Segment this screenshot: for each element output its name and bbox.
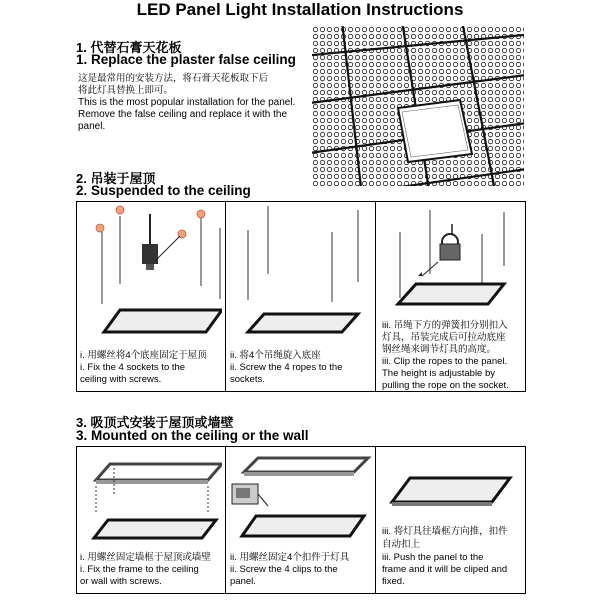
step3-1-en1: i. Fix the frame to the ceiling [80, 564, 199, 575]
section3-divider-2 [375, 446, 376, 594]
step2-1-en2: ceiling with screws. [80, 374, 162, 385]
step2-2-illustration [228, 204, 372, 344]
step3-3-en3: fixed. [382, 576, 405, 587]
step2-3-illustration [378, 204, 524, 316]
ceiling-grid-illustration [312, 26, 524, 186]
step2-3-cn2: 灯具，吊装完成后可拉动底座 [382, 332, 506, 343]
step2-3-cn3: 钢丝绳来调节灯具的高度。 [382, 344, 497, 355]
step3-3-cn2: 自动扣上 [382, 539, 421, 550]
step2-3-cn1: iii. 吊绳下方的弹簧扣分别扣入 [382, 320, 508, 331]
section1-desc-en-2: Remove the false ceiling and replace it with the [78, 109, 288, 120]
step2-3-en2: The height is adjustable by [382, 368, 496, 379]
section3-heading-cn: 3. 吸顶式安装于屋顶或墙壁 [76, 415, 234, 430]
step3-3-en1: iii. Push the panel to the [382, 552, 484, 563]
page-title: LED Panel Light Installation Instructions [136, 0, 464, 19]
section1-desc-en-3: panel. [78, 121, 106, 132]
section1-desc-en-1: This is the most popular installation for the panel. [78, 97, 296, 108]
section2-heading-en: 2. Suspended to the ceiling [76, 183, 251, 198]
section2-divider-2 [375, 201, 376, 392]
step2-2-en1: ii. Screw the 4 ropes to the [230, 362, 343, 373]
step3-3-illustration [380, 460, 522, 516]
step2-1-illustration [80, 204, 222, 344]
step3-2-en2: panel. [230, 576, 256, 587]
step2-3-en3: pulling the rope on the socket. [382, 380, 509, 391]
section2-divider-1 [225, 201, 226, 392]
step2-1-en1: i. Fix the 4 sockets to the [80, 362, 186, 373]
section1-desc-cn-1: 这是最常用的安装方法，将石膏天花板取下后 [78, 73, 269, 84]
step3-1-en2: or wall with screws. [80, 576, 162, 587]
step3-1-illustration [80, 450, 222, 546]
step3-3-cn1: iii. 将灯具往墙框方向推，扣件 [382, 526, 508, 537]
step3-2-en1: ii. Screw the 4 clips to the [230, 564, 338, 575]
section1-desc-cn-2: 将此灯具替换上即可。 [78, 85, 174, 96]
step2-2-cn: ii. 将4个吊绳旋入底座 [230, 350, 321, 361]
section1-heading-en: 1. Replace the plaster false ceiling [76, 52, 296, 67]
section1-heading-cn: 1. 代替石膏天花板 [76, 40, 182, 55]
step3-2-illustration [228, 450, 372, 546]
section3-divider-1 [225, 446, 226, 594]
step2-2-en2: sockets. [230, 374, 265, 385]
step3-1-cn: i. 用螺丝固定墙框于屋顶或墙壁 [80, 552, 211, 563]
section3-heading-en: 3. Mounted on the ceiling or the wall [76, 428, 309, 443]
step2-1-cn: i. 用螺丝将4个底座固定于屋顶 [80, 350, 207, 361]
step3-3-en2: frame and it will be cliped and [382, 564, 508, 575]
step2-3-en1: iii. Clip the ropes to the panel. [382, 356, 508, 367]
step3-2-cn: ii. 用螺丝固定4个扣件于灯具 [230, 552, 350, 563]
section2-heading-cn: 2. 吊装于屋顶 [76, 171, 156, 186]
